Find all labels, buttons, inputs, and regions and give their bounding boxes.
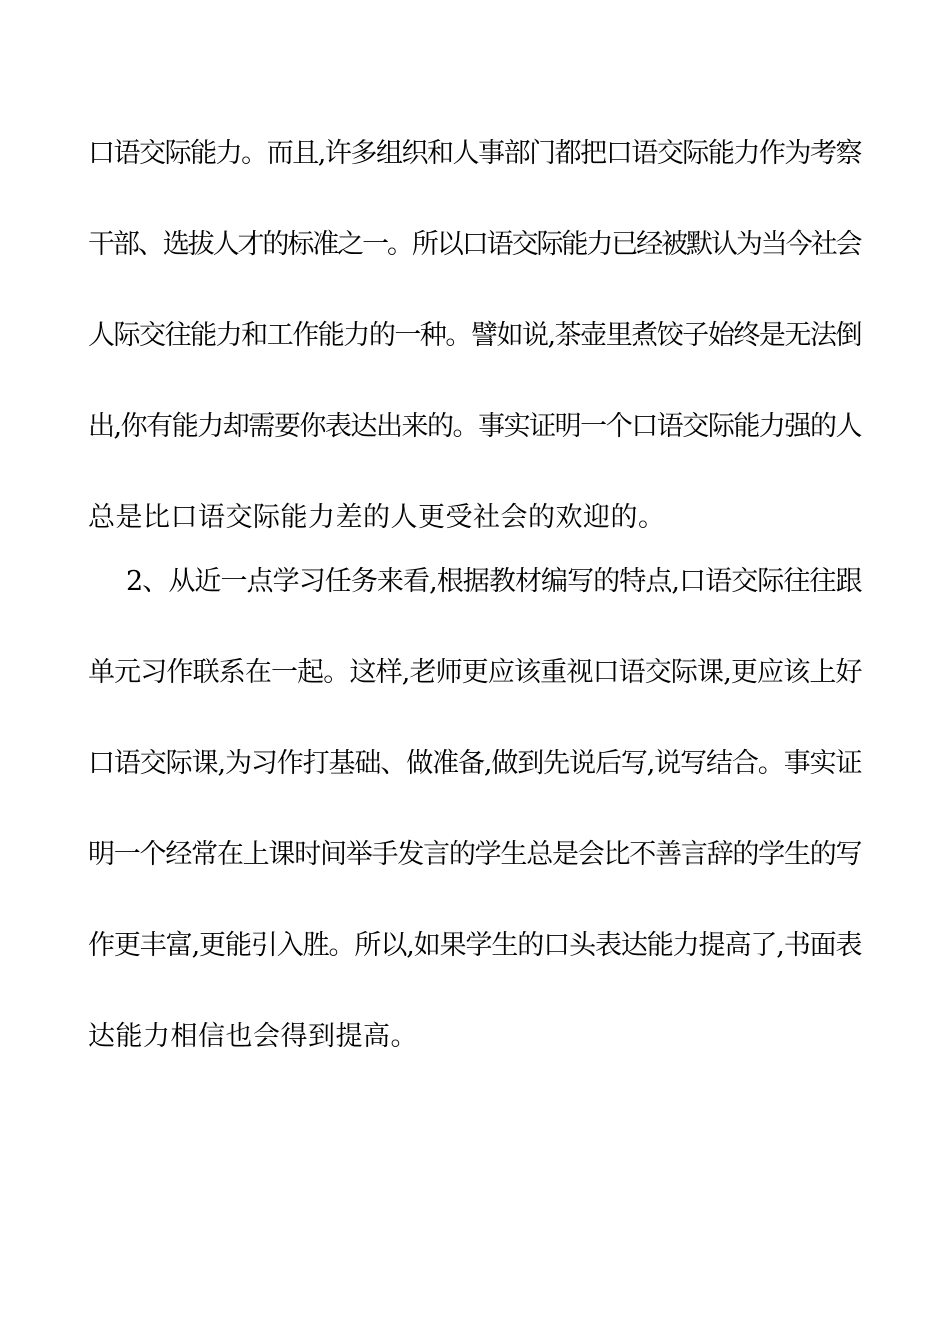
text-line: 口语交际课,为习作打基础、做准备,做到先说后写,说写结合。事实证 bbox=[88, 748, 862, 779]
text-line: 口语交际能力。而且,许多组织和人事部门都把口语交际能力作为考察 bbox=[88, 138, 862, 169]
text-line: 干部、选拔人才的标准之一。所以口语交际能力已经被默认为当今社会 bbox=[88, 229, 861, 260]
text-line: 达能力相信也会得到提高。 bbox=[88, 1021, 418, 1052]
text-line: 明一个经常在上课时间举手发言的学生总是会比不善言辞的学生的写 bbox=[88, 839, 862, 870]
text-line: 单元习作联系在一起。这样,老师更应该重视口语交际课,更应该上好 bbox=[88, 657, 862, 688]
text-line: 2、从近一点学习任务来看,根据教材编写的特点,口语交际往往跟 bbox=[126, 566, 862, 597]
text-line: 总是比口语交际能力差的人更受社会的欢迎的。 bbox=[88, 502, 666, 533]
text-line: 出,你有能力却需要你表达出来的。事实证明一个口语交际能力强的人 bbox=[88, 411, 862, 442]
text-line: 人际交往能力和工作能力的一种。譬如说,茶壶里煮饺子始终是无法倒 bbox=[88, 320, 862, 351]
text-line: 作更丰富,更能引入胜。所以,如果学生的口头表达能力提高了,书面表 bbox=[88, 930, 862, 961]
